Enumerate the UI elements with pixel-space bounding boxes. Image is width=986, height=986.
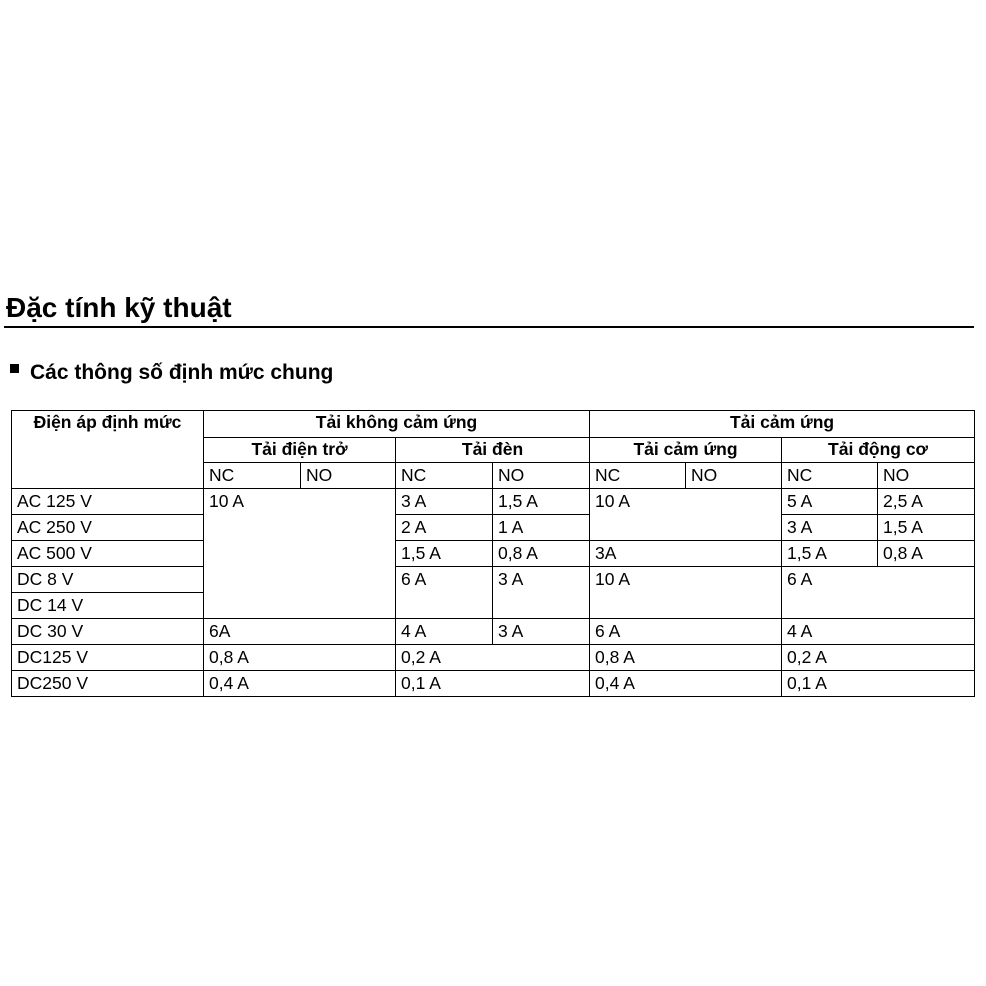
header-motor-nc: NC — [782, 463, 878, 489]
header-rated-voltage: Điện áp định mức — [12, 411, 204, 489]
square-bullet-icon — [10, 364, 19, 373]
voltage-cell: AC 250 V — [12, 515, 204, 541]
header-inductive-load: Tải cảm ứng — [590, 411, 975, 438]
motor-nc-cell: 3 A — [782, 515, 878, 541]
voltage-cell: DC250 V — [12, 671, 204, 697]
motor-nc-cell: 5 A — [782, 489, 878, 515]
lamp-no-cell: 0,8 A — [493, 541, 590, 567]
header-inductive-no: NO — [686, 463, 782, 489]
inductive-cell: 0,8 A — [590, 645, 782, 671]
header-resistive-nc: NC — [204, 463, 301, 489]
motor-cell: 0,2 A — [782, 645, 975, 671]
lamp-no-cell: 3 A — [493, 567, 590, 619]
section-heading-text: Các thông số định mức chung — [30, 361, 334, 384]
lamp-nc-cell: 4 A — [396, 619, 493, 645]
motor-no-cell: 2,5 A — [878, 489, 975, 515]
table-row — [12, 489, 975, 515]
lamp-no-cell: 1 A — [493, 515, 590, 541]
lamp-no-cell: 3 A — [493, 619, 590, 645]
resistive-cell: 10 A — [204, 489, 396, 619]
table-row — [12, 619, 975, 645]
inductive-cell: 10 A — [590, 489, 782, 541]
motor-no-cell: 1,5 A — [878, 515, 975, 541]
motor-cell: 4 A — [782, 619, 975, 645]
lamp-nc-cell: 1,5 A — [396, 541, 493, 567]
lamp-no-cell: 1,5 A — [493, 489, 590, 515]
lamp-cell: 0,1 A — [396, 671, 590, 697]
header-lamp-no: NO — [493, 463, 590, 489]
table-row — [12, 541, 975, 567]
header-inductive-sub-load: Tải cảm ứng — [590, 438, 782, 463]
voltage-cell: DC 8 V — [12, 567, 204, 593]
lamp-cell: 0,2 A — [396, 645, 590, 671]
header-non-inductive-load: Tải không cảm ứng — [204, 411, 590, 438]
header-lamp-load: Tải đèn — [396, 438, 590, 463]
resistive-cell: 0,4 A — [204, 671, 396, 697]
inductive-cell: 10 A — [590, 567, 782, 619]
motor-no-cell: 0,8 A — [878, 541, 975, 567]
table-row — [12, 671, 975, 697]
page-title: Đặc tính kỹ thuật — [6, 292, 232, 323]
header-motor-load: Tải động cơ — [782, 438, 975, 463]
lamp-nc-cell: 3 A — [396, 489, 493, 515]
inductive-cell: 3A — [590, 541, 782, 567]
table-row — [12, 567, 975, 593]
voltage-cell: DC125 V — [12, 645, 204, 671]
header-resistive-no: NO — [301, 463, 396, 489]
title-underline — [4, 326, 974, 328]
voltage-cell: DC 30 V — [12, 619, 204, 645]
lamp-nc-cell: 6 A — [396, 567, 493, 619]
header-inductive-nc: NC — [590, 463, 686, 489]
header-lamp-nc: NC — [396, 463, 493, 489]
motor-cell: 0,1 A — [782, 671, 975, 697]
ratings-table — [11, 410, 975, 697]
motor-cell: 6 A — [782, 567, 975, 619]
voltage-cell: AC 125 V — [12, 489, 204, 515]
resistive-cell: 6A — [204, 619, 396, 645]
inductive-cell: 6 A — [590, 619, 782, 645]
resistive-cell: 0,8 A — [204, 645, 396, 671]
voltage-cell: DC 14 V — [12, 593, 204, 619]
lamp-nc-cell: 2 A — [396, 515, 493, 541]
header-resistive-load: Tải điện trở — [204, 438, 396, 463]
voltage-cell: AC 500 V — [12, 541, 204, 567]
section-heading — [10, 358, 333, 388]
header-motor-no: NO — [878, 463, 975, 489]
table-row — [12, 515, 975, 541]
motor-nc-cell: 1,5 A — [782, 541, 878, 567]
inductive-cell: 0,4 A — [590, 671, 782, 697]
table-row — [12, 645, 975, 671]
